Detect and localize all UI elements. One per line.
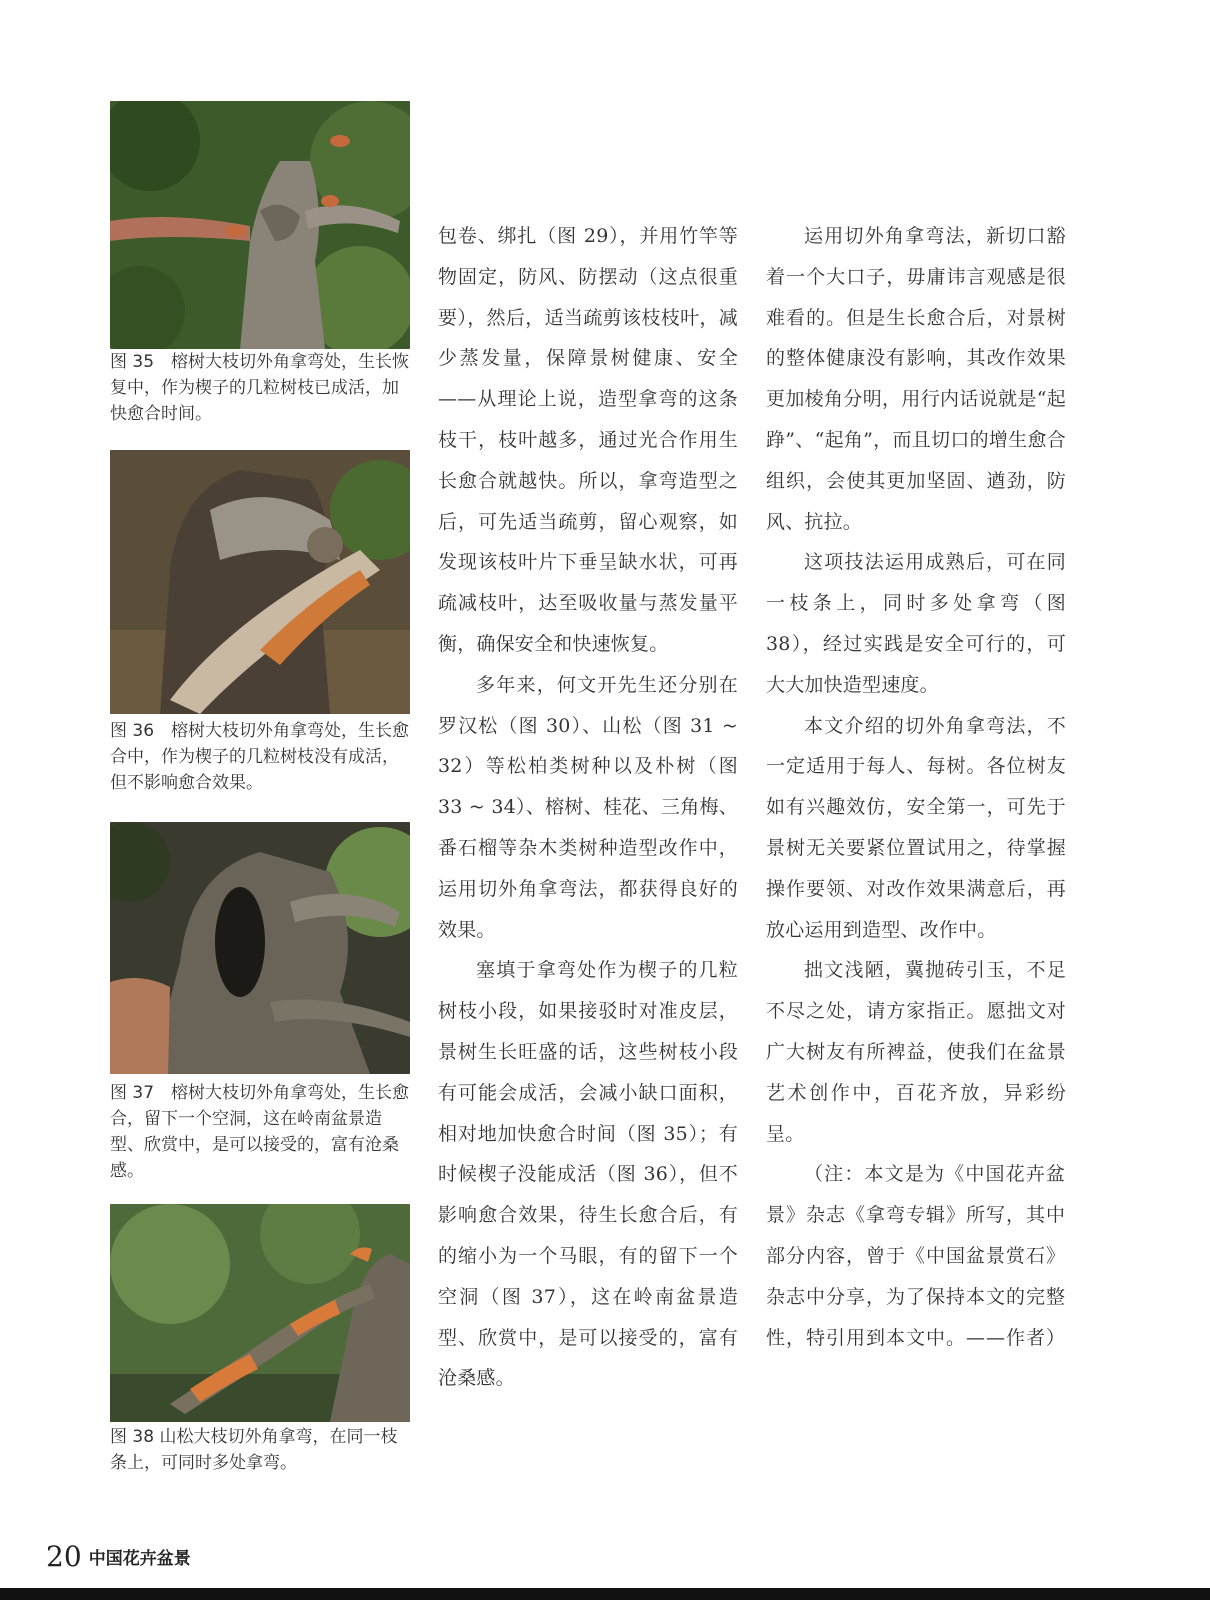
bottom-bar: [0, 1588, 1210, 1600]
paragraph: 拙文浅陋，冀抛砖引玉，不足不尽之处，请方家指正。愿拙文对广大树友有所裨益，使我们在盆景艺术创作中，百花齐放，异彩纷呈。: [766, 959, 1066, 1145]
figure-37-caption: 图 37 榕树大枝切外角拿弯处，生长愈合，留下一个空洞，这在岭南盆景造型、欣赏中，是可以接受的，富有沧桑感。: [110, 1083, 410, 1181]
figure-38-caption: 图 38 山松大枝切外角拿弯，在同一枝条上，可同时多处拿弯。: [110, 1427, 398, 1473]
article-column-1: [438, 216, 738, 1399]
magazine-name: 中国花卉盆景: [88, 1549, 191, 1569]
figure-36-caption: 图 36 榕树大枝切外角拿弯处，生长愈合中，作为楔子的几粒树枝没有成活，但不影响愈合效果。: [110, 721, 410, 793]
article-column-2: [766, 216, 1066, 1358]
paragraph: 运用切外角拿弯法，新切口豁着一个大口子，毋庸讳言观感是很难看的。但是生长愈合后，对景树的整体健康没有影响，其改作效果更加棱角分明，用行内话说就是“起踭”、“起角”，而且切口的增生愈合组织，会使其更加坚固、遒劲，防风、抗拉。: [766, 225, 1066, 533]
page-footer: [46, 1540, 191, 1573]
paragraph: 包卷、绑扎（图 29），并用竹竿等物固定，防风、防摆动（这点很重要），然后，适当疏剪该枝枝叶，减少蒸发量，保障景树健康、安全——从理论上说，造型拿弯的这条枝干，枝叶越多，通过光合作用生长愈合就越快。所以，拿弯造型之后，可先适当疏剪，留心观察，如发现该枝叶片下垂呈缺水状，可再疏减枝叶，达至吸收量与蒸发量平衡，确保安全和快速恢复。: [438, 225, 738, 655]
figure-36-photo: [110, 450, 410, 714]
figure-38-photo: [110, 1204, 410, 1422]
paragraph: 多年来，何文开先生还分别在罗汉松（图 30）、山松（图 31 ~ 32）等松柏类树种以及朴树（图 33 ~ 34）、榕树、桂花、三角梅、番石榴等杂木类树种造型改作中，运用切外角拿弯法，都获得良好的效果。: [438, 673, 738, 941]
figure-35-caption: 图 35 榕树大枝切外角拿弯处，生长恢复中，作为楔子的几粒树枝已成活，加快愈合时间。: [110, 352, 410, 424]
paragraph: 塞填于拿弯处作为楔子的几粒树枝小段，如果接驳时对准皮层，景树生长旺盛的话，这些树枝小段有可能会成活，会减小缺口面积，相对地加快愈合时间（图 35）；有时候楔子没能成活（图 36），但不影响愈合效果，待生长愈合后，有的缩小为一个马眼，有的留下一个空洞（图 37），这在岭南盆景造型、欣赏中，是可以接受的，富有沧桑感。: [438, 959, 738, 1390]
paragraph: 本文介绍的切外角拿弯法，不一定适用于每人、每树。各位树友如有兴趣效仿，安全第一，可先于景树无关要紧位置试用之，待掌握操作要领、对改作效果满意后，再放心运用到造型、改作中。: [766, 714, 1066, 941]
author-note: （注：本文是为《中国花卉盆景》杂志《拿弯专辑》所写，其中部分内容，曾于《中国盆景赏石》杂志中分享，为了保持本文的完整性，特引用到本文中。——作者）: [766, 1163, 1067, 1349]
paragraph: 这项技法运用成熟后，可在同一枝条上，同时多处拿弯（图 38），经过实践是安全可行的，可大大加快造型速度。: [766, 551, 1066, 696]
page-number: 20: [46, 1540, 82, 1573]
figure-37-photo: [110, 822, 410, 1074]
figure-35-photo: [110, 101, 410, 349]
